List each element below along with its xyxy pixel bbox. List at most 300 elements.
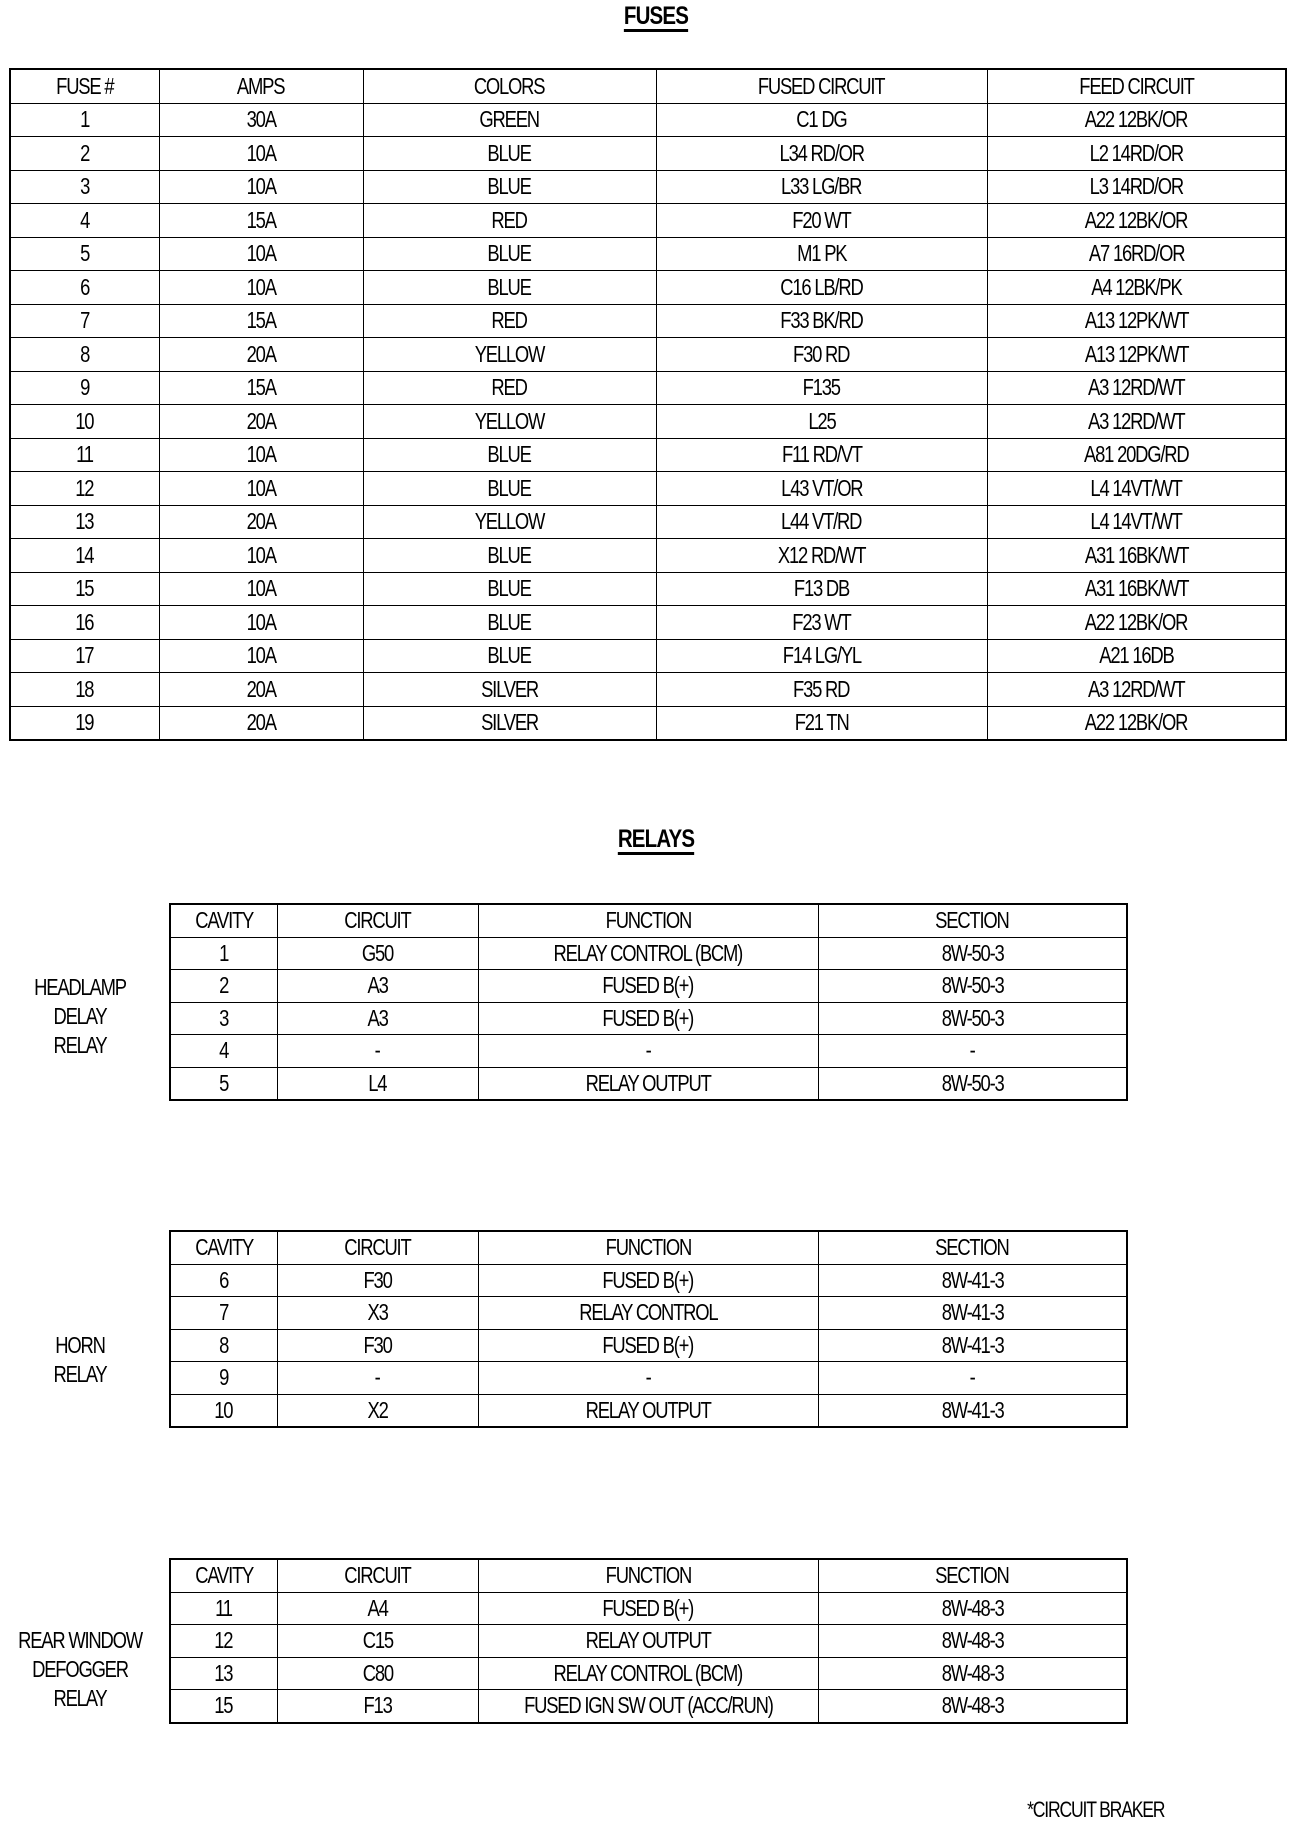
table-cell (987, 505, 1286, 539)
table-cell (170, 1362, 277, 1395)
table-cell (478, 970, 818, 1003)
table-cell (987, 539, 1286, 573)
table-cell (10, 338, 159, 372)
column-header (277, 1231, 478, 1264)
table-cell (987, 371, 1286, 405)
table-cell-text: SILVER (481, 709, 538, 736)
column-header-text: SECTION (935, 1562, 1009, 1589)
table-cell (159, 505, 363, 539)
table-cell-text: F21 TN (794, 709, 849, 736)
table-cell-text: BLUE (487, 139, 532, 166)
table-cell (987, 438, 1286, 472)
relay-label-line: DEFOGGER (32, 1656, 128, 1682)
table-cell (277, 937, 478, 970)
table-cell-text: 8W-41-3 (941, 1396, 1004, 1423)
table-cell-text: - (969, 1364, 975, 1391)
table-cell-text: A7 16RD/OR (1088, 240, 1184, 267)
table-cell-text: FUSED IGN SW OUT (ACC/RUN) (523, 1692, 773, 1719)
table-cell (10, 204, 159, 238)
table-cell-text: BLUE (487, 575, 532, 602)
table-cell (159, 438, 363, 472)
relay-label-line: RELAY (53, 1361, 107, 1387)
table-row (10, 204, 1286, 238)
table-cell-text: L43 VT/OR (780, 474, 863, 501)
table-cell (987, 137, 1286, 171)
table-row (10, 137, 1286, 171)
table-cell (277, 1394, 478, 1427)
table-cell (363, 137, 656, 171)
table-cell-text: F135 (802, 374, 841, 401)
column-header-text: FUSED CIRCUIT (758, 72, 885, 99)
table-cell-text: YELLOW (474, 340, 545, 367)
table-cell (656, 304, 987, 338)
table-cell (170, 1329, 277, 1362)
column-header (170, 1559, 277, 1592)
table-cell-text: 8W-48-3 (941, 1692, 1004, 1719)
table-cell-text: F23 WT (792, 608, 851, 635)
table-cell-text: A31 16BK/WT (1084, 541, 1188, 568)
table-cell-text: RELAY OUTPUT (585, 1396, 711, 1423)
column-header-text: CAVITY (194, 1234, 253, 1261)
table-cell (363, 237, 656, 271)
table-cell (159, 304, 363, 338)
table-cell (10, 271, 159, 305)
table-cell-text: FUSED B(+) (602, 1331, 694, 1358)
column-header (818, 1559, 1127, 1592)
table-cell (170, 1035, 277, 1068)
table-cell-text: A3 (367, 1004, 388, 1031)
table-cell (159, 371, 363, 405)
table-cell (818, 1690, 1127, 1723)
relay-label-line: REAR WINDOW (18, 1627, 142, 1653)
table-cell (363, 338, 656, 372)
table-cell-text: L4 14VT/WT (1090, 508, 1182, 535)
table-cell (818, 1394, 1127, 1427)
table-cell-text: RED (491, 374, 528, 401)
table-cell (277, 1592, 478, 1625)
table-cell-text: 11 (76, 441, 94, 468)
table-cell (656, 539, 987, 573)
table-cell-text: 1 (80, 106, 90, 133)
footnote (1010, 1797, 1181, 1823)
fuses-header-row (10, 69, 1286, 103)
table-cell (170, 1657, 277, 1690)
table-cell (10, 137, 159, 171)
table-cell (277, 1657, 478, 1690)
table-cell (987, 606, 1286, 640)
table-cell-text: 8 (219, 1331, 229, 1358)
table-cell-text: RELAY OUTPUT (585, 1627, 711, 1654)
table-cell (987, 706, 1286, 740)
table-cell (363, 405, 656, 439)
column-header (818, 904, 1127, 937)
table-cell (656, 271, 987, 305)
table-cell (277, 1002, 478, 1035)
table-cell-text: 15 (75, 575, 94, 602)
table-cell (159, 271, 363, 305)
table-cell (363, 706, 656, 740)
table-cell (159, 639, 363, 673)
table-row (10, 572, 1286, 606)
table-cell (818, 1592, 1127, 1625)
column-header-text: CIRCUIT (344, 1562, 411, 1589)
table-cell-text: L25 (807, 407, 836, 434)
table-cell-text: 3 (80, 173, 90, 200)
table-cell (478, 1297, 818, 1330)
column-header-text: AMPS (237, 72, 285, 99)
table-cell (818, 1625, 1127, 1658)
table-cell-text: BLUE (487, 240, 532, 267)
table-cell-text: BLUE (487, 441, 532, 468)
table-row (170, 970, 1127, 1003)
table-cell (363, 371, 656, 405)
table-cell (363, 438, 656, 472)
table-cell (159, 237, 363, 271)
column-header (818, 1231, 1127, 1264)
table-cell-text: C1 DG (796, 106, 847, 133)
table-cell (818, 1362, 1127, 1395)
table-cell-text: 10A (246, 575, 276, 602)
table-cell-text: 7 (80, 307, 90, 334)
table-cell-text: F13 DB (793, 575, 850, 602)
column-header-text: FUSE # (56, 72, 114, 99)
table-row (170, 937, 1127, 970)
table-cell (363, 103, 656, 137)
table-cell (10, 572, 159, 606)
table-cell-text: 10A (246, 541, 276, 568)
table-row (170, 1657, 1127, 1690)
table-row (10, 405, 1286, 439)
table-cell (10, 304, 159, 338)
table-cell (10, 673, 159, 707)
table-cell (987, 405, 1286, 439)
table-cell (478, 1362, 818, 1395)
table-cell-text: BLUE (487, 273, 532, 300)
table-cell (656, 137, 987, 171)
table-cell (277, 1297, 478, 1330)
relays-title (118, 825, 1194, 854)
table-cell-text: 20A (246, 508, 276, 535)
table-cell (159, 706, 363, 740)
table-cell (478, 1592, 818, 1625)
table-row (170, 1297, 1127, 1330)
fuses-table-body (10, 103, 1286, 740)
table-cell (987, 170, 1286, 204)
table-cell (10, 539, 159, 573)
table-cell (277, 1362, 478, 1395)
table-row (170, 1067, 1127, 1100)
table-cell (987, 271, 1286, 305)
table-cell (987, 103, 1286, 137)
table-cell-text: 20A (246, 675, 276, 702)
table-cell (159, 103, 363, 137)
footnote-text: *CIRCUIT BRAKER (1027, 1797, 1165, 1822)
table-cell (10, 438, 159, 472)
column-header (656, 69, 987, 103)
table-cell (10, 639, 159, 673)
column-header (277, 904, 478, 937)
table-cell (10, 371, 159, 405)
table-cell (987, 572, 1286, 606)
table-cell (478, 1329, 818, 1362)
table-row (10, 371, 1286, 405)
table-cell-text: BLUE (487, 541, 532, 568)
column-header (478, 1231, 818, 1264)
table-cell-text: 2 (219, 972, 229, 999)
table-cell-text: 14 (75, 541, 94, 568)
table-cell (363, 539, 656, 573)
table-cell-text: - (645, 1364, 651, 1391)
table-cell (277, 1264, 478, 1297)
table-cell-text: 8W-41-3 (941, 1266, 1004, 1293)
table-cell (170, 1625, 277, 1658)
table-cell (159, 170, 363, 204)
table-cell-text: A3 12RD/WT (1088, 407, 1185, 434)
relay-label-line: RELAY (53, 1685, 107, 1711)
table-cell-text: L44 VT/RD (781, 508, 862, 535)
headlamp-delay-relay-table (169, 903, 1128, 1101)
table-cell (277, 970, 478, 1003)
table-cell (818, 1264, 1127, 1297)
table-cell (656, 606, 987, 640)
horn-relay-table (169, 1230, 1128, 1428)
table-cell (818, 1002, 1127, 1035)
table-row (170, 1264, 1127, 1297)
table-row (170, 1592, 1127, 1625)
table-cell (363, 170, 656, 204)
table-cell-text: L4 (368, 1069, 387, 1096)
table-cell (159, 606, 363, 640)
table-cell (987, 639, 1286, 673)
table-cell-text: RED (491, 307, 528, 334)
table-cell-text: 15A (246, 206, 276, 233)
relay-label-line: DELAY (53, 1003, 107, 1029)
table-cell (818, 970, 1127, 1003)
table-row (170, 1394, 1127, 1427)
table-cell-text: A22 12BK/OR (1085, 709, 1188, 736)
table-cell (818, 1067, 1127, 1100)
table-cell-text: A22 12BK/OR (1085, 106, 1188, 133)
table-cell-text: 12 (75, 474, 94, 501)
table-cell (159, 472, 363, 506)
table-cell (170, 937, 277, 970)
column-header (10, 69, 159, 103)
table-cell-text: BLUE (487, 474, 532, 501)
table-cell (656, 103, 987, 137)
table-cell-text: FUSED B(+) (602, 1004, 694, 1031)
table-row (10, 639, 1286, 673)
table-cell-text: 9 (219, 1364, 229, 1391)
table-cell-text: G50 (361, 939, 394, 966)
table-cell (170, 1592, 277, 1625)
table-row (10, 673, 1286, 707)
table-cell-text: 8W-48-3 (941, 1659, 1004, 1686)
relay-label-line: HORN (55, 1332, 105, 1358)
table-cell-text: 6 (219, 1266, 229, 1293)
table-cell (478, 1035, 818, 1068)
table-cell-text: A13 12PK/WT (1084, 307, 1188, 334)
table-cell (656, 170, 987, 204)
rear-window-defogger-relay-label (0, 1626, 160, 1713)
table-cell (363, 204, 656, 238)
table-cell-text: 10A (246, 173, 276, 200)
table-cell-text: - (375, 1364, 380, 1391)
table-row (10, 338, 1286, 372)
table-cell-text: 8W-50-3 (941, 1069, 1004, 1096)
table-cell-text: 2 (80, 139, 90, 166)
table-cell (656, 237, 987, 271)
table-cell (987, 472, 1286, 506)
table-cell (363, 606, 656, 640)
table-cell-text: X2 (367, 1396, 388, 1423)
table-cell (818, 937, 1127, 970)
table-row (170, 1690, 1127, 1723)
column-header-text: FUNCTION (605, 907, 691, 934)
table-cell (656, 438, 987, 472)
table-row (10, 606, 1286, 640)
column-header (987, 69, 1286, 103)
column-header-text: SECTION (935, 1234, 1009, 1261)
fuses-title (118, 2, 1194, 31)
table-cell-text: A31 16BK/WT (1084, 575, 1188, 602)
table-cell-text: 16 (75, 608, 94, 635)
table-cell-text: RELAY CONTROL (BCM) (553, 939, 743, 966)
table-cell-text: 15 (214, 1692, 233, 1719)
table-cell-text: 10A (246, 642, 276, 669)
table-cell (10, 103, 159, 137)
headlamp-delay-relay-label (0, 973, 160, 1060)
table-cell-text: 8W-41-3 (941, 1331, 1004, 1358)
table-cell (987, 237, 1286, 271)
table-cell-text: F35 RD (793, 675, 850, 702)
table-cell-text: L2 14RD/OR (1089, 139, 1183, 166)
table-row (170, 1002, 1127, 1035)
table-row (10, 103, 1286, 137)
table-cell-text: L34 RD/OR (779, 139, 864, 166)
table-cell (159, 572, 363, 606)
table-cell (818, 1035, 1127, 1068)
table-row (10, 472, 1286, 506)
table-row (10, 706, 1286, 740)
table-cell (159, 338, 363, 372)
table-cell-text: F30 RD (793, 340, 850, 367)
column-header (277, 1559, 478, 1592)
table-cell (277, 1067, 478, 1100)
table-cell-text: 20A (246, 407, 276, 434)
fuses-table (9, 68, 1287, 741)
table-cell (363, 304, 656, 338)
table-row (170, 1625, 1127, 1658)
table-row (170, 1362, 1127, 1395)
table-cell (159, 539, 363, 573)
table-cell-text: 8W-41-3 (941, 1299, 1004, 1326)
table-cell-text: F30 (363, 1266, 392, 1293)
table-cell (10, 405, 159, 439)
table-cell (10, 505, 159, 539)
column-header-text: FUNCTION (605, 1234, 691, 1261)
table-cell-text: 19 (75, 709, 94, 736)
table-cell (159, 204, 363, 238)
table-cell-text: A3 12RD/WT (1088, 675, 1185, 702)
table-cell (10, 237, 159, 271)
table-cell (159, 405, 363, 439)
rear-window-defogger-relay-table (169, 1558, 1128, 1724)
table-cell (656, 405, 987, 439)
table-cell (656, 204, 987, 238)
table-cell (170, 1002, 277, 1035)
table-cell (159, 673, 363, 707)
table-row (10, 237, 1286, 271)
table-row (10, 505, 1286, 539)
table-cell-text: 8 (80, 340, 90, 367)
table-cell-text: X12 RD/WT (777, 541, 866, 568)
table-cell (10, 706, 159, 740)
table-cell-text: 4 (219, 1037, 229, 1064)
table-cell (656, 505, 987, 539)
table-cell-text: 10A (246, 139, 276, 166)
table-cell-text: 10A (246, 441, 276, 468)
table-cell-text: A4 12BK/PK (1091, 273, 1182, 300)
table-cell-text: F30 (363, 1331, 392, 1358)
table-cell-text: L4 14VT/WT (1090, 474, 1182, 501)
column-header-text: CIRCUIT (344, 907, 411, 934)
table-cell-text: A3 (367, 972, 388, 999)
table-cell-text: RELAY OUTPUT (585, 1069, 711, 1096)
table-cell (363, 639, 656, 673)
table-cell (170, 970, 277, 1003)
table-cell (10, 472, 159, 506)
table-cell-text: L33 LG/BR (781, 173, 862, 200)
table-cell-text: A22 12BK/OR (1085, 608, 1188, 635)
table-cell-text: A3 12RD/WT (1088, 374, 1185, 401)
table-cell-text: 15A (246, 374, 276, 401)
table-cell (170, 1394, 277, 1427)
table-cell (478, 1394, 818, 1427)
table-cell-text: 20A (246, 340, 276, 367)
table-cell-text: 10A (246, 273, 276, 300)
table-cell (159, 137, 363, 171)
table-cell-text: 8W-48-3 (941, 1627, 1004, 1654)
table-cell (987, 673, 1286, 707)
table-cell (478, 937, 818, 970)
table-cell (170, 1297, 277, 1330)
table-cell-text: FUSED B(+) (602, 972, 694, 999)
table-cell-text: 20A (246, 709, 276, 736)
table-cell-text: GREEN (479, 106, 540, 133)
table-cell-text: 1 (219, 939, 229, 966)
table-cell-text: 13 (214, 1659, 233, 1686)
table-cell-text: RELAY CONTROL (578, 1299, 718, 1326)
table-cell (656, 472, 987, 506)
table-cell (10, 170, 159, 204)
table-cell-text: A21 16DB (1099, 642, 1174, 669)
table-cell (987, 338, 1286, 372)
table-cell (818, 1329, 1127, 1362)
table-cell-text: F20 WT (792, 206, 851, 233)
table-cell-text: A22 12BK/OR (1085, 206, 1188, 233)
table-row (10, 539, 1286, 573)
table-cell (818, 1297, 1127, 1330)
table-cell (363, 505, 656, 539)
table-cell (818, 1657, 1127, 1690)
table-cell-text: C16 LB/RD (780, 273, 863, 300)
table-cell (363, 472, 656, 506)
table-cell-text: C15 (362, 1627, 393, 1654)
table-cell-text: FUSED B(+) (602, 1594, 694, 1621)
table-row (10, 170, 1286, 204)
column-header-text: CAVITY (194, 1562, 253, 1589)
relay-header-row (170, 1231, 1127, 1264)
